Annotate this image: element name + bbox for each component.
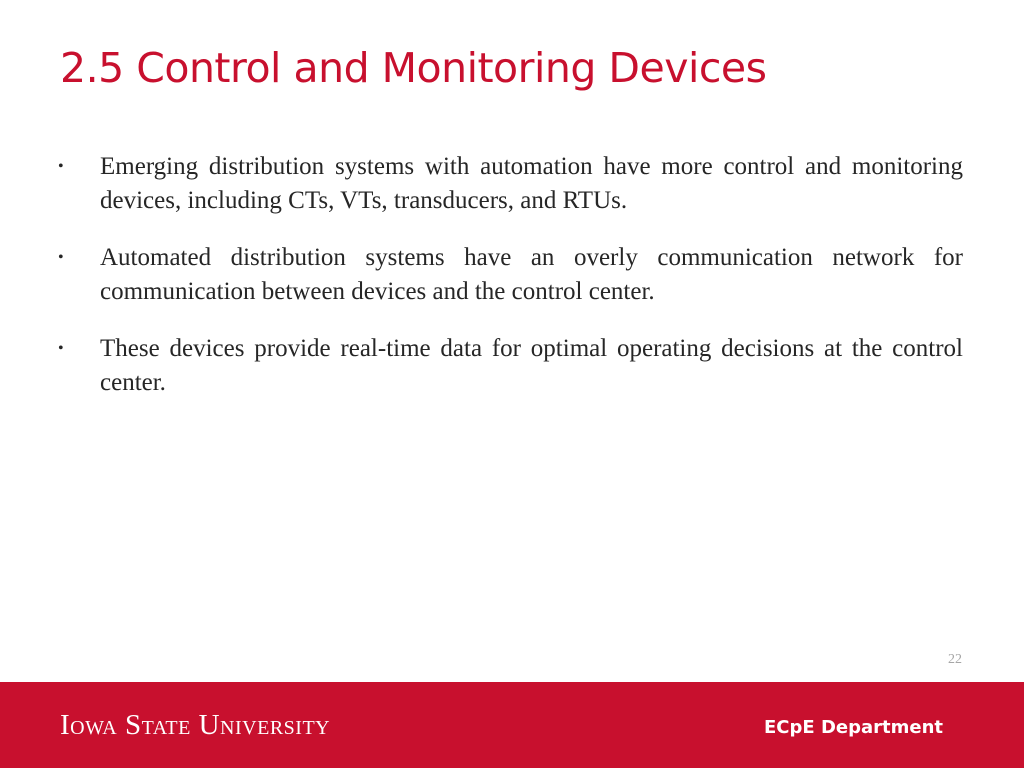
bullet-list [58,150,963,423]
bullet-item [58,150,963,218]
bullet-item [58,332,963,400]
page-number: 22 [948,652,962,667]
footer-bar [0,682,1024,768]
bullet-item [58,241,963,309]
slide-title: 2.5 Control and Monitoring Devices [60,44,767,92]
bullet-icon: • [58,158,64,175]
bullet-icon: • [58,249,64,266]
bullet-text: These devices provide real-time data for optimal operating decisions at the control center. [100,335,963,396]
bullet-icon: • [58,340,64,357]
university-logo: Iowa State University [60,709,331,741]
department-label: ECpE Department [764,717,943,738]
bullet-text: Automated distribution systems have an overly communication network for communication between devices and the control center. [100,244,963,305]
bullet-text: Emerging distribution systems with automation have more control and monitoring devices, including CTs, VTs, transducers, and RTUs. [100,153,963,214]
